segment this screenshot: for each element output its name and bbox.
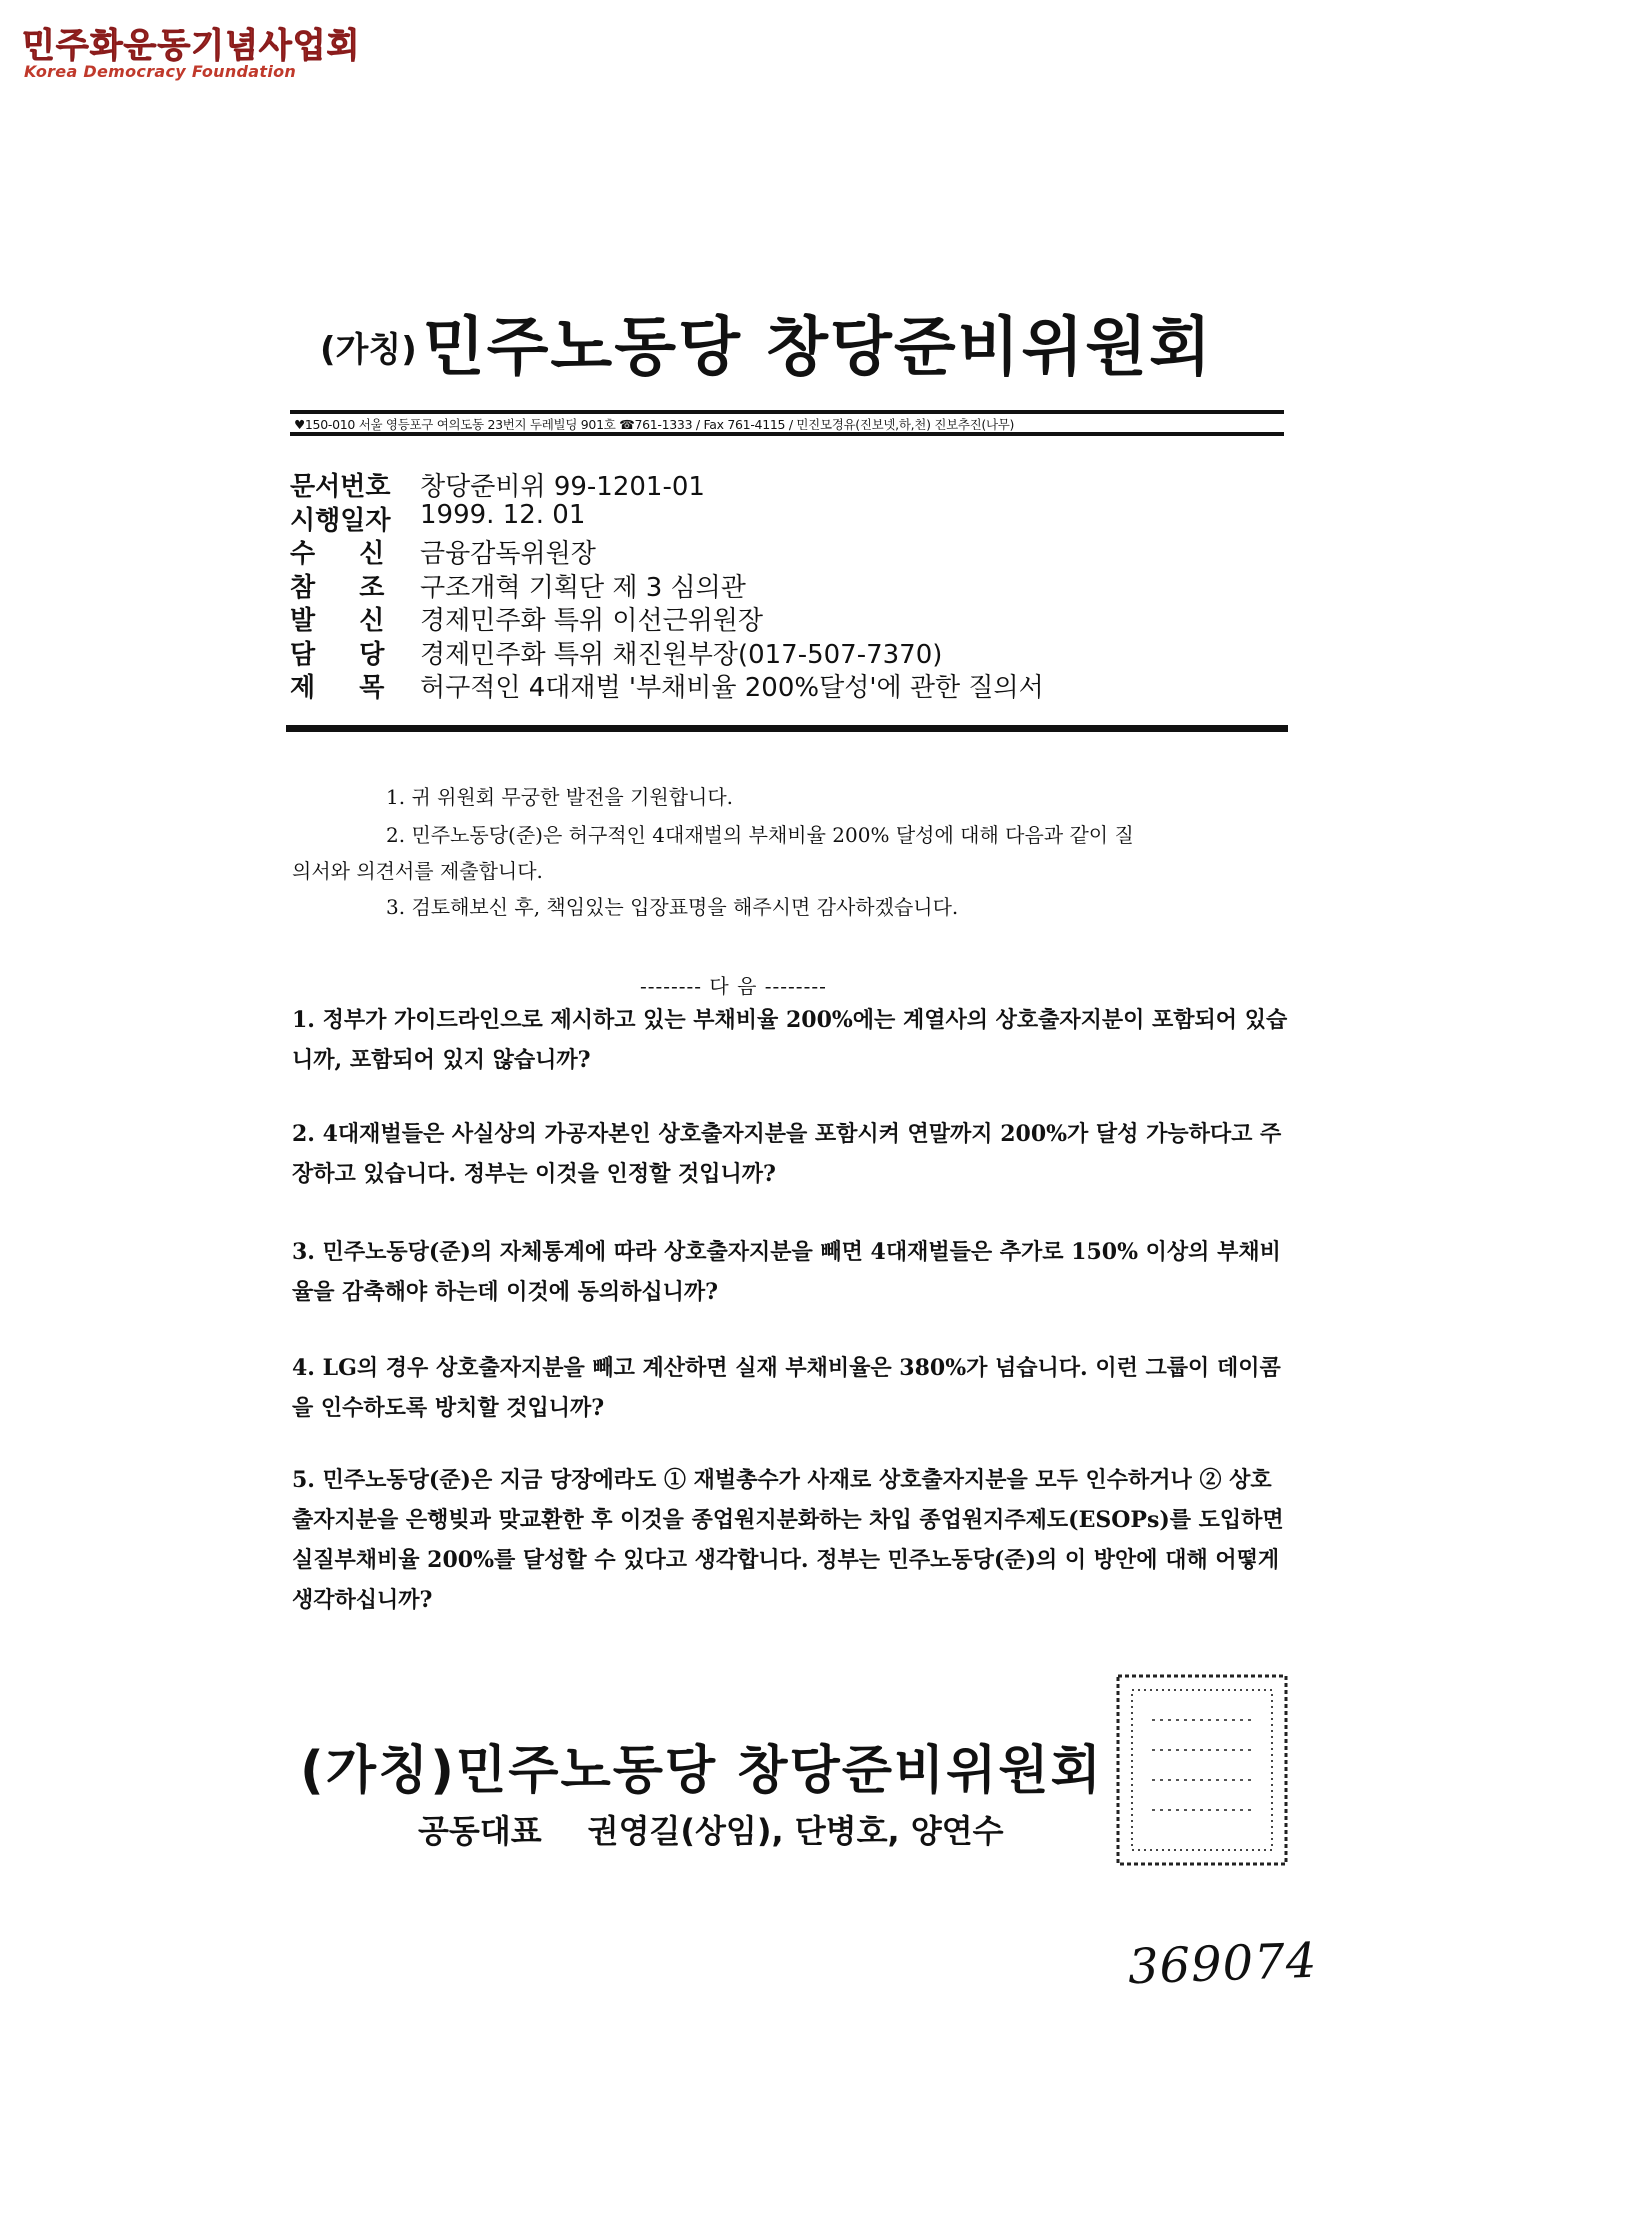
watermark-org-korean: 민주화운동기념사업회: [22, 26, 361, 66]
intro-paragraph-2-continued: 의서와 의견서를 제출합니다.: [292, 859, 543, 883]
letterhead-address-bar: [290, 410, 1284, 436]
question-4: 4. LG의 경우 상호출자지분을 빼고 계산하면 실재 부채비율은 380%가 넘습니다. 이런 그룹이 데이콤을 인수하도록 방치할 것입니까?: [292, 1355, 1281, 1421]
question-2: 2. 4대재벌들은 사실상의 가공자본인 상호출자지분을 포함시켜 연말까지 200%가 달성 가능하다고 주장하고 있습니다. 정부는 이것을 인정할 것입니까?: [292, 1121, 1282, 1187]
letterhead-title: [320, 296, 1213, 388]
question-5: 5. 민주노동당(준)은 지금 당장에라도 ① 재벌총수가 사재로 상호출자지분을 모두 인수하거나 ② 상호출자지분을 은행빚과 맞교환한 후 이것을 종업원지분화하는 차입 종업원지주제도(ESOPs)를 도입하면 실질부채비율 200%를 달성할 수 있다고 생각합니다. 정부는 민주노동당(준)의 이 방안에 대해 어떻게 생각하십니까?: [292, 1467, 1284, 1613]
meta-label: 제 목: [290, 673, 385, 703]
question-3: 3. 민주노동당(준)의 자체통계에 따라 상호출자지분을 빼면 4대재벌들은 추가로 150% 이상의 부채비율을 감축해야 하는데 이것에 동의하십니까?: [292, 1239, 1281, 1305]
section-separator: -------- 다 음 --------: [640, 974, 827, 998]
handwritten-archive-number: 369074: [1127, 1932, 1319, 1996]
representatives-names: 권영길(상임), 단병호, 양연수: [587, 1812, 1004, 1850]
address-bar-top-rule: [290, 410, 1284, 414]
meta-value: 1999. 12. 01: [420, 499, 586, 530]
watermark-org-english: Korea Democracy Foundation: [24, 62, 297, 81]
official-seal-stamp: [1112, 1670, 1292, 1870]
meta-label: 담 당: [290, 639, 385, 670]
meta-value: 구조개혁 기획단 제 3 심의관: [420, 572, 746, 603]
meta-label: 발 신: [290, 606, 385, 636]
meta-row-date: [290, 500, 1044, 534]
question-1: 1. 정부가 가이드라인으로 제시하고 있는 부채비율 200%에는 계열사의 상호출자지분이 포함되어 있습니까, 포함되어 있지 않습니까?: [292, 1007, 1288, 1073]
header-divider-rule: [286, 725, 1288, 732]
signature-representatives: [418, 1806, 1004, 1852]
meta-row-doc-number: [290, 466, 1044, 500]
meta-value: 허구적인 4대재벌 '부채비율 200%달성'에 관한 질의서: [420, 673, 1044, 703]
meta-row-reference: [290, 567, 1044, 601]
intro-paragraph-1: 1. 귀 위원회 무궁한 발전을 기원합니다.: [386, 785, 734, 809]
meta-row-subject: [290, 667, 1044, 701]
meta-value: 경제민주화 특위 채진원부장(017-507-7370): [420, 639, 943, 670]
meta-label: 수 신: [290, 539, 385, 569]
letterhead-org-name: 민주노동당 창당준비위원회: [422, 311, 1213, 385]
meta-label: 시행일자: [290, 505, 391, 536]
meta-value: 경제민주화 특위 이선근위원장: [420, 606, 764, 636]
meta-value: 창당준비위 99-1201-01: [420, 472, 705, 502]
meta-label: 참 조: [290, 572, 385, 603]
meta-value: 금융감독위원장: [420, 539, 596, 569]
letterhead-address: ♥150-010 서울 영등포구 여의도동 23번지 두레빌딩 901호 ☎761-1333 / Fax 761-4115 / 민진모경유(진보넷,하,천) 진보추진(나무): [294, 417, 1015, 432]
intro-paragraph-3: 3. 검토해보신 후, 책임있는 입장표명을 해주시면 감사하겠습니다.: [386, 895, 959, 919]
address-bar-bottom-rule: [290, 432, 1284, 436]
signature-org-name: (가칭)민주노동당 창당준비위원회: [300, 1741, 1103, 1801]
document-meta-table: [290, 466, 1044, 701]
meta-label: 문서번호: [290, 472, 391, 502]
meta-row-recipient: [290, 533, 1044, 567]
meta-row-contact: [290, 634, 1044, 668]
letterhead-prefix: (가칭): [320, 330, 417, 370]
representatives-label: 공동대표: [418, 1812, 542, 1850]
intro-paragraph-2: 2. 민주노동당(준)은 허구적인 4대재벌의 부채비율 200% 달성에 대해 다음과 같이 질: [386, 823, 1134, 847]
meta-row-sender: [290, 600, 1044, 634]
